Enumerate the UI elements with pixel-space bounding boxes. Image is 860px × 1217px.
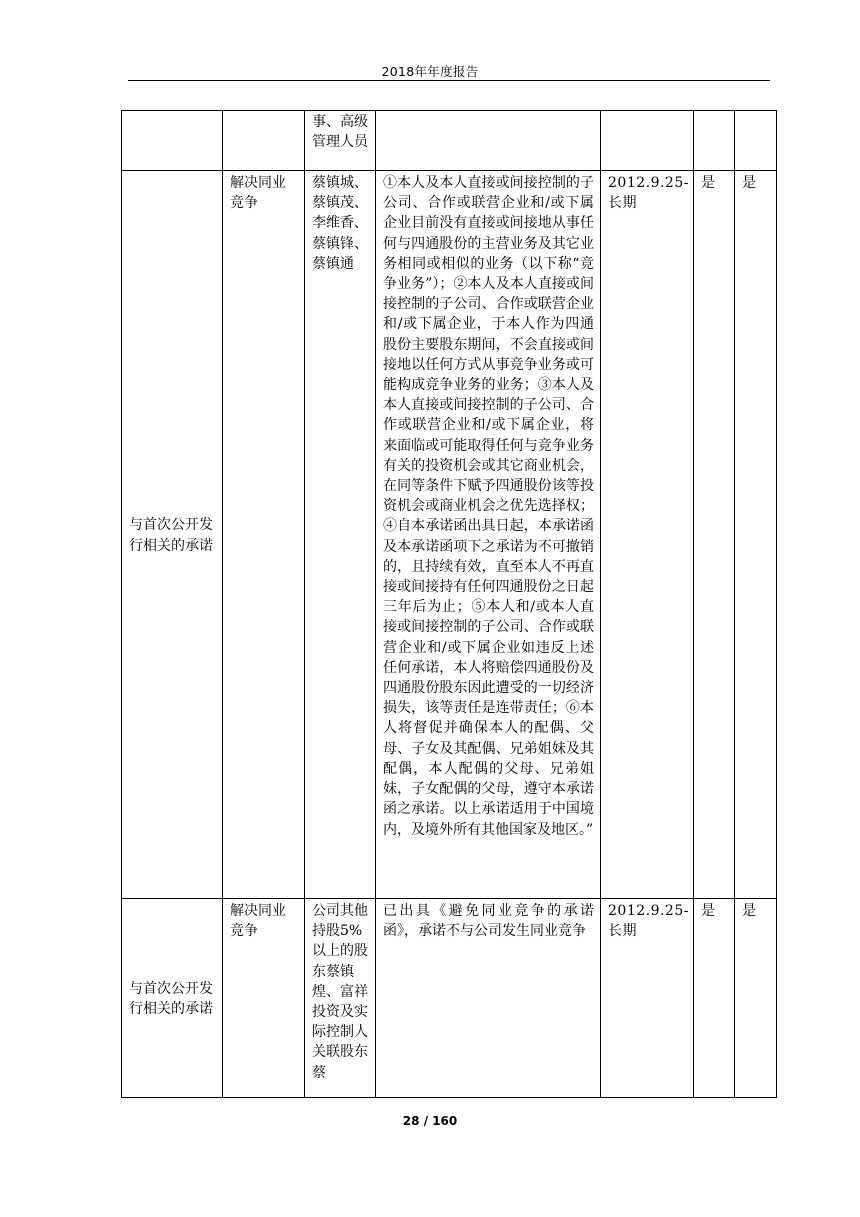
content-cell: ①本人及本人直接或间接控制的子公司、合作或联营企业和/或下属企业目前没有直接或间接地从事任何与四通股份的主营业务及其它业务相同或相似的业务（以下称“竞争业务”）；②本人及本人直接或间接控制的子公司、合作或联营企业和/或下属企业，于本人作为四通股份主要股东期间，不会直接或间接地以任何方式从事竞争业务或可能构成竞争业务的业务；③本人及本人直接或间接控制的子公司、合作或联营企业和/或下属企业，将来面临或可能取得任何与竞争业务有关的投资机会或其它商业机会，在同等条件下赋予四通股份该等投资机会或商业机会之优先选择权；④自本承诺函出具日起，本承诺函及本承诺函项下之承诺为不可撤销的，且持续有效，直至本人不再直接或间接持有任何四通股份之日起三年后为止；⑤本人和/或本人直接或间接控制的子公司、合作或联营企业和/或下属企业如违反上述任何承诺，本人将赔偿四通股份及四通股份股东因此遭受的一切经济损失，该等责任是连带责任；⑥本人将督促并确保本人的配偶、父母、子女及其配偶、兄弟姐妹及其配偶，本人配偶的父母、兄弟姐妹，子女配偶的父母，遵守本承诺函之承诺。以上承诺适用于中国境内，及境外所有其他国家及地区。” — [376, 171, 601, 899]
category-cell — [122, 111, 223, 171]
table-row — [122, 111, 777, 171]
strict-cell: 是 — [735, 171, 777, 899]
type-cell: 解决同业竞争 — [223, 899, 305, 1098]
party-cell: 蔡镇城、蔡镇茂、李维香、蔡镇锋、蔡镇通 — [305, 171, 376, 899]
category-cell: 与首次公开发行相关的承诺 — [122, 171, 223, 899]
party-cell: 事、高级管理人员 — [305, 111, 376, 171]
long-term-cell: 是 — [694, 899, 735, 1098]
time-cell — [601, 111, 694, 171]
long-term-cell: 是 — [694, 171, 735, 899]
time-cell: 2012.9.25-长期 — [601, 899, 694, 1098]
header-divider — [128, 80, 770, 81]
category-cell: 与首次公开发行相关的承诺 — [122, 899, 223, 1098]
content-cell: 已出具《避免同业竞争的承诺函》，承诺不与公司发生同业竞争 — [376, 899, 601, 1098]
strict-cell: 是 — [735, 899, 777, 1098]
type-cell — [223, 111, 305, 171]
type-cell: 解决同业竞争 — [223, 171, 305, 899]
party-cell: 公司其他持股5%以上的股东蔡镇煌、富祥投资及实际控制人关联股东蔡 — [305, 899, 376, 1098]
commitments-table — [121, 110, 777, 1098]
table-row — [122, 171, 777, 899]
time-cell: 2012.9.25-长期 — [601, 171, 694, 899]
page-header-title: 2018年年度报告 — [381, 64, 479, 79]
content-cell — [376, 111, 601, 171]
table-row — [122, 899, 777, 1098]
long-term-cell — [694, 111, 735, 171]
strict-cell — [735, 111, 777, 171]
page-number: 28 / 160 — [402, 1114, 458, 1128]
